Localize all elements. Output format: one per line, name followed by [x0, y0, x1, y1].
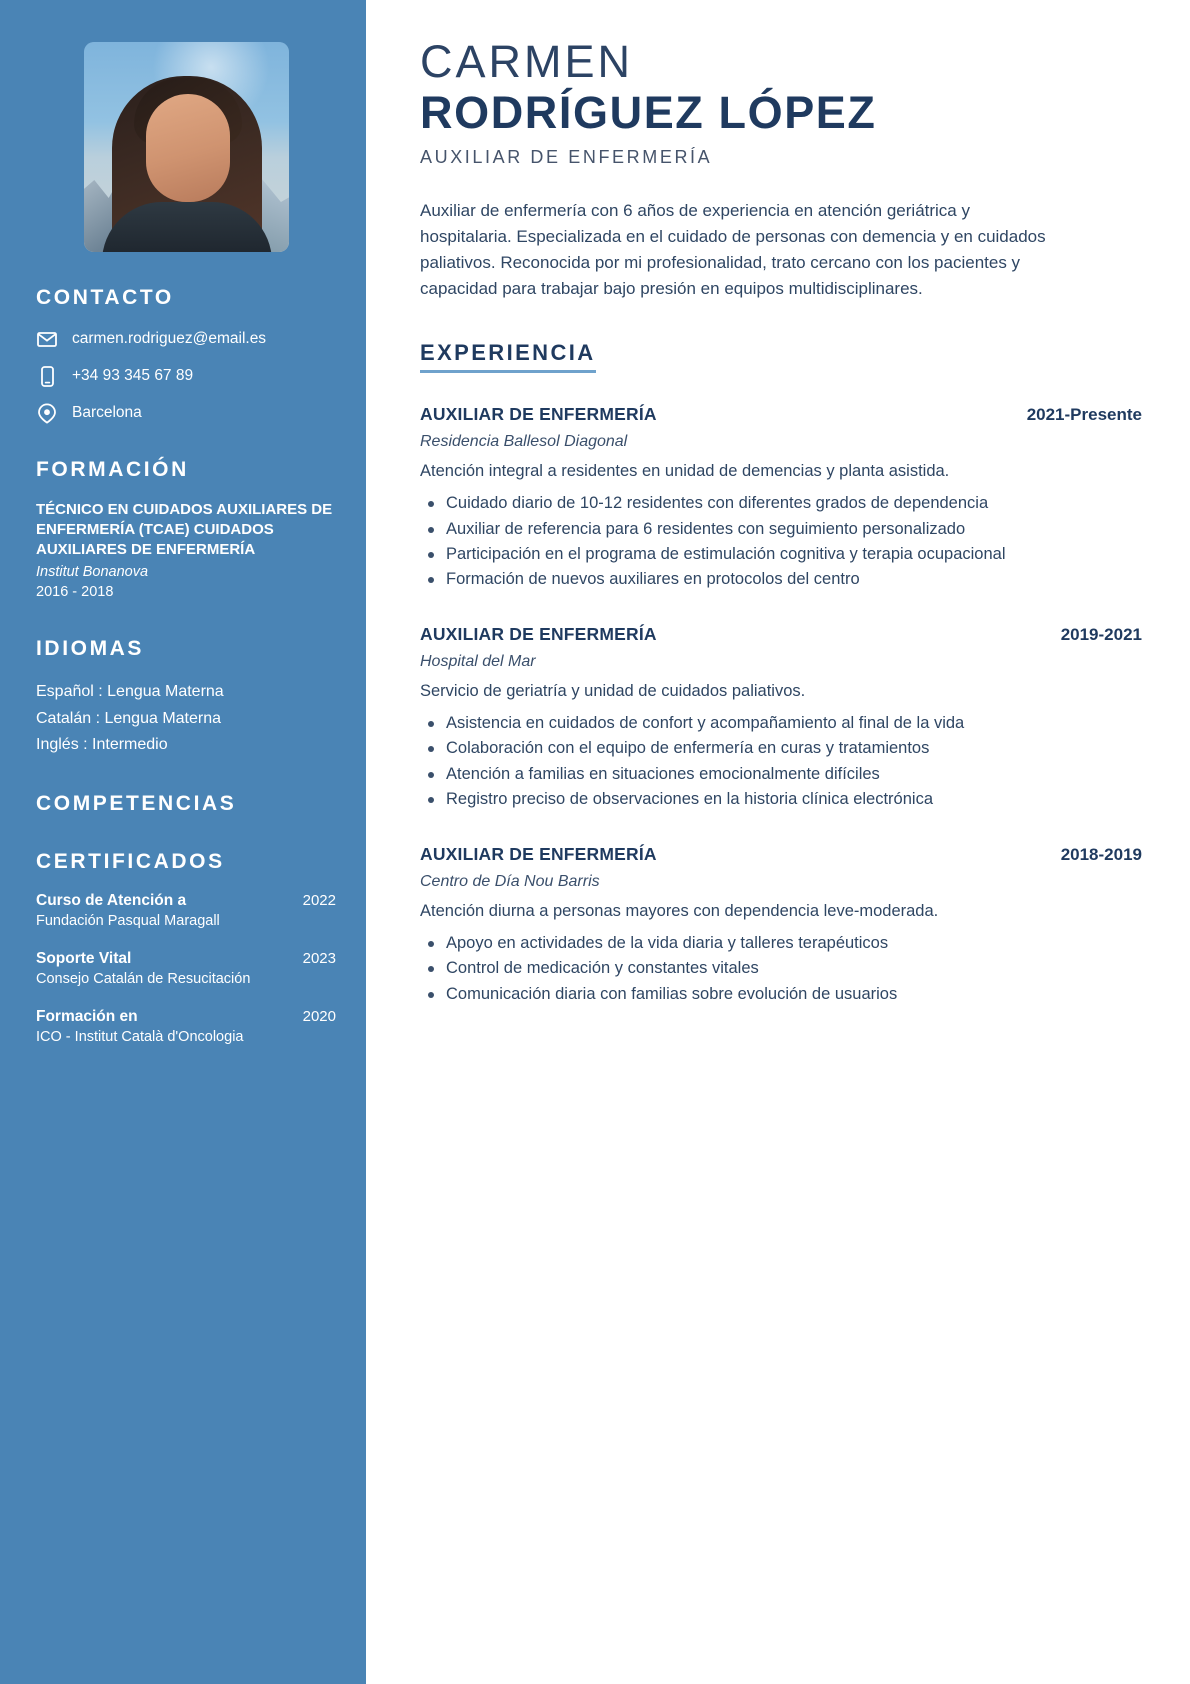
- profile-photo: [84, 42, 289, 252]
- certificates-heading: CERTIFICADOS: [36, 850, 225, 874]
- education-heading: FORMACIÓN: [36, 458, 189, 481]
- contact-email-row[interactable]: [36, 328, 336, 350]
- certificate-item: [36, 1008, 336, 1048]
- main-content: [366, 0, 1190, 1684]
- languages-heading: IDIOMAS: [36, 637, 145, 661]
- education-degree: TÉCNICO EN CUIDADOS AUXILIARES DE ENFERMERÍA (TCAE) CUIDADOS AUXILIARES DE ENFERMERÍA: [36, 501, 333, 558]
- certificate-year: 2023: [302, 950, 336, 968]
- experience-bullets: [420, 492, 1142, 592]
- experience-company: Residencia Ballesol Diagonal: [420, 433, 628, 451]
- experience-dates: 2021-Presente: [1026, 405, 1142, 425]
- location-pin-icon: [36, 402, 58, 424]
- experience-bullet: Control de medicación y constantes vitales: [420, 957, 1060, 980]
- experience-bullet: Atención a familias en situaciones emocionalmente difíciles: [420, 763, 1060, 786]
- experience-bullet: Colaboración con el equipo de enfermería en curas y tratamientos: [420, 737, 1060, 760]
- experience-description: Atención diurna a personas mayores con dependencia leve-moderada.: [420, 901, 939, 920]
- education-school: Institut Bonanova: [36, 563, 149, 580]
- languages-section: [36, 637, 336, 758]
- certificate-name: Curso de Atención a: [36, 892, 187, 910]
- experience-description: Atención integral a residentes en unidad de demencias y planta asistida.: [420, 462, 950, 481]
- certificate-year: 2022: [302, 892, 336, 910]
- contact-email-text: carmen.rodriguez@email.es: [72, 330, 267, 347]
- experience-item: [420, 844, 1142, 1006]
- contact-heading: CONTACTO: [36, 286, 174, 309]
- experience-bullet: Formación de nuevos auxiliares en protocolos del centro: [420, 568, 1060, 591]
- certificate-org: ICO - Institut Català d'Oncologia: [36, 1029, 244, 1046]
- experience-role: AUXILIAR DE ENFERMERÍA: [420, 404, 657, 425]
- resume-header: [420, 38, 1142, 168]
- experience-bullets: [420, 932, 1142, 1006]
- experience-description: Servicio de geriatría y unidad de cuidados paliativos.: [420, 681, 806, 700]
- experience-dates: 2018-2019: [1060, 844, 1142, 864]
- experience-bullet: Asistencia en cuidados de confort y acompañamiento al final de la vida: [420, 712, 1060, 735]
- portrait-face: [146, 94, 230, 202]
- language-item: Inglés : Intermedio: [36, 735, 168, 753]
- education-section: [36, 458, 336, 603]
- contact-phone-text: +34 93 345 67 89: [72, 367, 194, 384]
- experience-bullet: Comunicación diaria con familias sobre evolución de usuarios: [420, 983, 1060, 1006]
- experience-company: Hospital del Mar: [420, 652, 536, 670]
- certificates-section: [36, 850, 336, 1048]
- sidebar: [0, 0, 366, 1684]
- education-years: 2016 - 2018: [36, 584, 114, 601]
- certificate-org: Consejo Catalán de Resucitación: [36, 971, 251, 988]
- skills-section: [36, 792, 336, 816]
- envelope-icon: [36, 328, 58, 350]
- experience-role: AUXILIAR DE ENFERMERÍA: [420, 843, 657, 864]
- certificate-name: Formación en: [36, 1008, 138, 1026]
- certificate-item: [36, 892, 336, 932]
- experience-dates: 2019-2021: [1060, 624, 1142, 644]
- language-item: Español : Lengua Materna: [36, 683, 224, 701]
- job-title: AUXILIAR DE ENFERMERÍA: [420, 147, 713, 168]
- certificate-name: Soporte Vital: [36, 950, 132, 968]
- experience-bullet: Participación en el programa de estimulación cognitiva y terapia ocupacional: [420, 543, 1060, 566]
- experience-bullet: Cuidado diario de 10-12 residentes con diferentes grados de dependencia: [420, 492, 1060, 515]
- photo-background: [84, 42, 289, 252]
- contact-section: [36, 286, 336, 424]
- last-name: RODRÍGUEZ LÓPEZ: [420, 86, 877, 138]
- experience-heading: EXPERIENCIA: [420, 340, 596, 366]
- experience-company: Centro de Día Nou Barris: [420, 872, 600, 890]
- experience-bullets: [420, 712, 1142, 812]
- contact-location-text: Barcelona: [72, 404, 142, 421]
- experience-item: [420, 404, 1142, 592]
- contact-location-row[interactable]: [36, 402, 336, 424]
- language-item: Catalán : Lengua Materna: [36, 709, 222, 727]
- experience-role: AUXILIAR DE ENFERMERÍA: [420, 623, 657, 644]
- phone-icon: [36, 365, 58, 387]
- certificate-org: Fundación Pasqual Maragall: [36, 913, 220, 930]
- contact-phone-row[interactable]: [36, 365, 336, 387]
- certificate-year: 2020: [302, 1008, 336, 1026]
- certificate-item: [36, 950, 336, 990]
- skills-heading: COMPETENCIAS: [36, 792, 237, 816]
- first-name: CARMEN: [420, 36, 634, 87]
- experience-item: [420, 624, 1142, 812]
- experience-bullet: Auxiliar de referencia para 6 residentes con seguimiento personalizado: [420, 518, 1060, 541]
- experience-bullet: Apoyo en actividades de la vida diaria y talleres terapéuticos: [420, 932, 1060, 955]
- profile-summary: Auxiliar de enfermería con 6 años de experiencia en atención geriátrica y hospitalaria. Especializada en el cuidado de personas con demencia y en cuidados paliativos. Reconocida por mi profesionalidad, trato cercano con los pacientes y capacidad para trabajar bajo presión en equipos multidisciplinares.: [420, 201, 1046, 299]
- experience-bullet: Registro preciso de observaciones en la historia clínica electrónica: [420, 788, 1060, 811]
